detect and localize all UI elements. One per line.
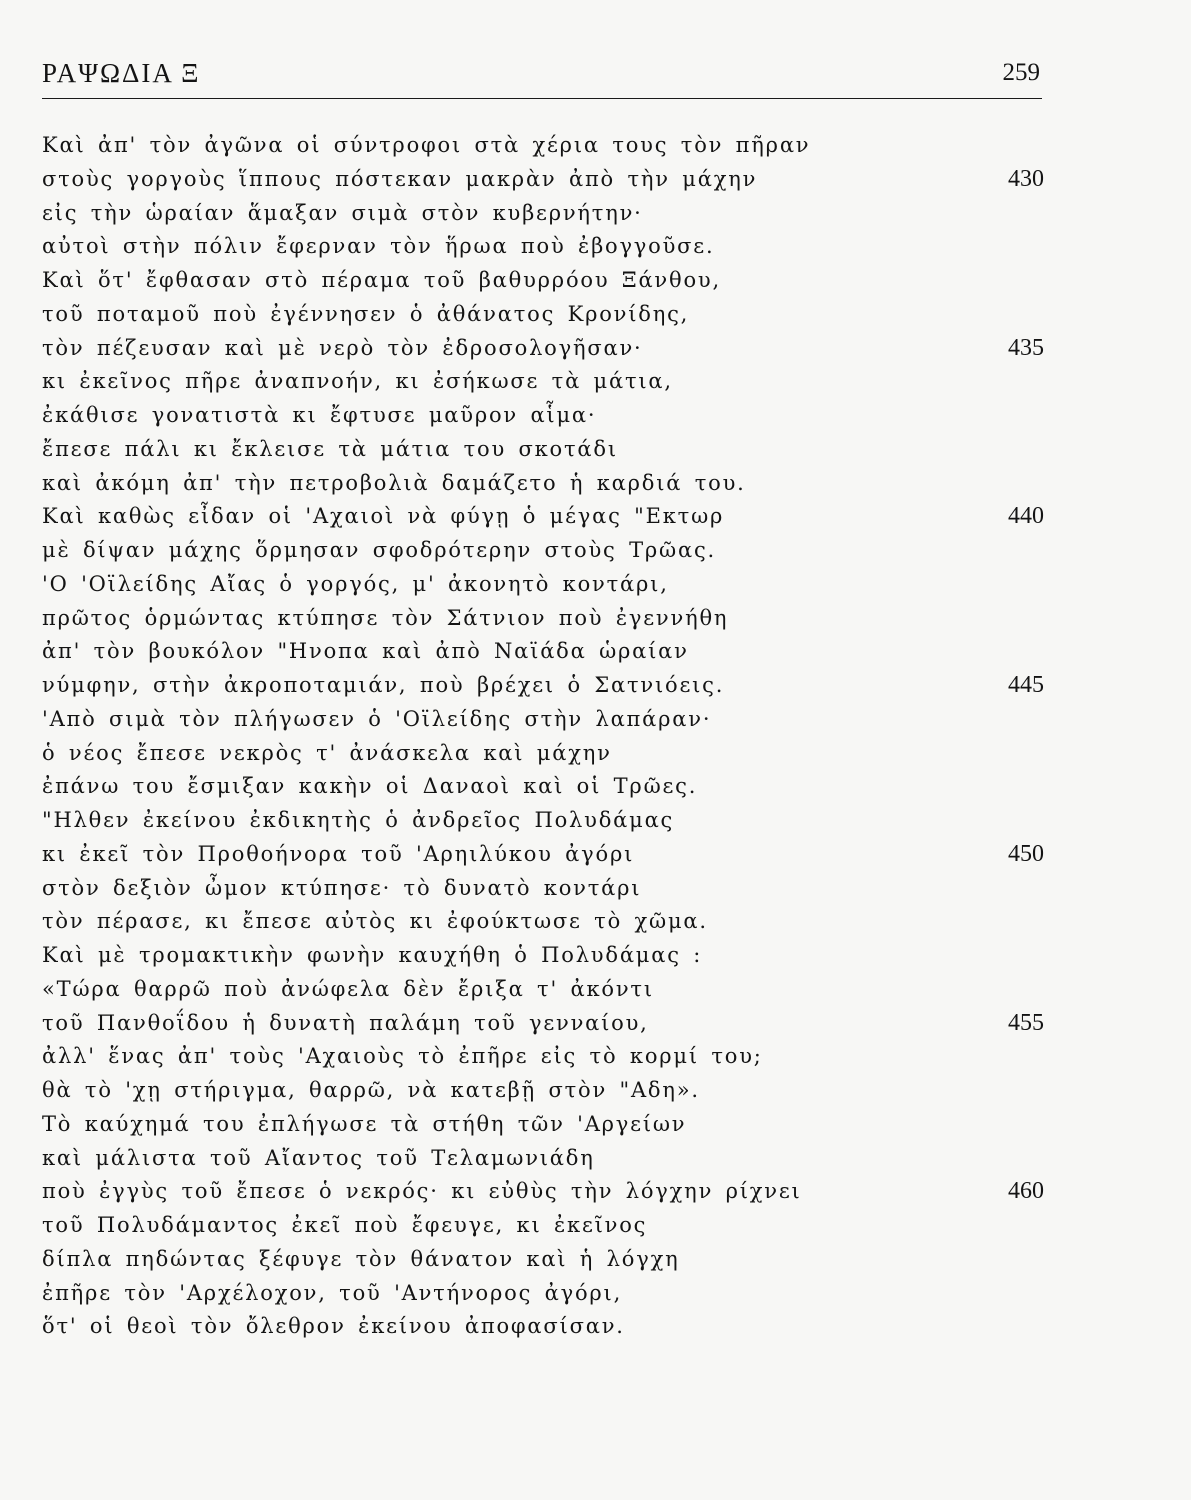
line-number: 435 <box>1008 334 1044 361</box>
verse-line <box>42 230 1044 264</box>
verse-line <box>42 804 1044 838</box>
verse-text: δίπλα πηδώντας ξέφυγε τὸν θάνατον καὶ ἡ λόγχη <box>42 1246 680 1271</box>
verse-text: Τὸ καύχημά του ἐπλήγωσε τὰ στήθη τῶν 'Αργείων <box>42 1111 687 1136</box>
verse-line <box>42 1243 1044 1277</box>
verse-text: Καὶ μὲ τρομακτικὴν φωνὴν καυχήθη ὁ Πολυδάμας : <box>42 943 703 967</box>
verse-text: ἔπεσε πάλι κι ἔκλεισε τὰ μάτια του σκοτάδι <box>42 436 618 461</box>
verse-line <box>42 838 1044 872</box>
verse-line <box>42 1074 1044 1108</box>
verse-line <box>42 467 1044 501</box>
verse-text: καὶ μάλιστα τοῦ Αἴαντος τοῦ Τελαμωνιάδη <box>42 1145 595 1170</box>
verse-line <box>42 129 1044 163</box>
verse-line <box>42 332 1044 366</box>
verse-line <box>42 1175 1044 1209</box>
verse-line <box>42 534 1044 568</box>
verse-text: «Τώρα θαρρῶ ποὺ ἀνώφελα δὲν ἔριξα τ' ἀκόντι <box>42 976 654 1001</box>
line-number: 455 <box>1008 1009 1044 1036</box>
verse-line <box>42 568 1044 602</box>
verse-line <box>42 1040 1044 1074</box>
verse-text: 'Ο 'Οϊλείδης Αἴας ὁ γοργός, μ' ἀκονητὸ κοντάρι, <box>42 571 669 596</box>
verse-line <box>42 1108 1044 1142</box>
verse-text: καὶ ἀκόμη ἀπ' τὴν πετροβολιὰ δαμάζετο ἡ καρδιά του. <box>42 470 746 495</box>
verse-line <box>42 602 1044 636</box>
running-header <box>42 58 1042 98</box>
verse-text: 'Απὸ σιμὰ τὸν πλήγωσεν ὁ 'Οϊλείδης στὴν λαπάραν· <box>42 706 712 731</box>
verse-line <box>42 1007 1044 1041</box>
verse-line <box>42 365 1044 399</box>
verse-text: πρῶτος ὁρμώντας κτύπησε τὸν Σάτνιον ποὺ ἐγεννήθη <box>42 605 729 630</box>
verse-text: τοῦ ποταμοῦ ποὺ ἐγέννησεν ὁ ἀθάνατος Κρονίδης, <box>42 301 690 326</box>
verse-line <box>42 770 1044 804</box>
verse-text: ποὺ ἐγγὺς τοῦ ἔπεσε ὁ νεκρός· κι εὐθὺς τὴν λόγχην ρίχνει <box>42 1179 802 1204</box>
verse-text: στοὺς γοργοὺς ἵππους πόστεκαν μακρὰν ἀπὸ τὴν μάχην <box>42 166 758 191</box>
verse-line <box>42 1142 1044 1176</box>
verse-text: ἀλλ' ἕνας ἀπ' τοὺς 'Αχαιοὺς τὸ ἐπῆρε εἰς τὸ κορμί του; <box>42 1044 763 1069</box>
verse-line <box>42 163 1044 197</box>
verse-line <box>42 905 1044 939</box>
verse-text: ἐπάνω του ἔσμιξαν κακὴν οἱ Δαναοὶ καὶ οἱ Τρῶες. <box>42 774 698 799</box>
verse-line <box>42 1310 1044 1344</box>
verse-text: τὸν πέζευσαν καὶ μὲ νερὸ τὸν ἐδροσολογῆσαν· <box>42 335 643 360</box>
verse-text: κι ἐκεῖ τὸν Προθοήνορα τοῦ 'Αρηιλύκου ἀγόρι <box>42 841 635 866</box>
verse-line <box>42 1277 1044 1311</box>
verse-line <box>42 433 1044 467</box>
line-number: 445 <box>1008 672 1044 698</box>
verse-line <box>42 973 1044 1007</box>
verse-text: ὅτ' οἱ θεοὶ τὸν ὄλεθρον ἐκείνου ἀποφασίσαν. <box>42 1314 625 1339</box>
verse-line <box>42 737 1044 771</box>
verse-text: στὸν δεξιὸν ὦμον κτύπησε· τὸ δυνατὸ κοντάρι <box>42 875 642 900</box>
verse-text: ἐπῆρε τὸν 'Αρχέλοχον, τοῦ 'Αντήνορος ἀγόρι, <box>42 1280 623 1305</box>
verse-line <box>42 197 1044 231</box>
verse-text: Καὶ καθὼς εἶδαν οἱ 'Αχαιοὶ νὰ φύγῃ ὁ μέγας "Εκτωρ <box>42 504 725 529</box>
verse-line <box>42 1209 1044 1243</box>
verse-text: "Ηλθεν ἐκείνου ἐκδικητὴς ὁ ἀνδρεῖος Πολυδάμας <box>42 808 675 832</box>
verse-text: εἰς τὴν ὡραίαν ἅμαξαν σιμὰ στὸν κυβερνήτην· <box>42 200 643 225</box>
verse-text: Καὶ ὅτ' ἔφθασαν στὸ πέραμα τοῦ βαθυρρόου Ξάνθου, <box>42 268 721 292</box>
verse-text: Καὶ ἀπ' τὸν ἀγῶνα οἱ σύντροφοι στὰ χέρια τους τὸν πῆραν <box>42 133 811 157</box>
verse-line <box>42 939 1044 973</box>
verse-block <box>42 129 1044 1344</box>
verse-text: μὲ δίψαν μάχης ὅρμησαν σφοδρότερην στοὺς Τρῶας. <box>42 538 716 562</box>
verse-text: τοῦ Πολυδάμαντος ἐκεῖ ποὺ ἔφευγε, κι ἐκεῖνος <box>42 1213 648 1237</box>
line-number: 440 <box>1008 503 1044 530</box>
verse-line <box>42 264 1044 298</box>
line-number: 460 <box>1008 1178 1044 1205</box>
verse-text: ἐκάθισε γονατιστὰ κι ἔφτυσε μαῦρον αἷμα· <box>42 403 597 427</box>
verse-text: ἀπ' τὸν βουκόλον "Ηνοπα καὶ ἀπὸ Ναϊάδα ὡραίαν <box>42 639 689 664</box>
verse-line <box>42 500 1044 534</box>
header-rule <box>42 98 1042 99</box>
verse-text: ὁ νέος ἔπεσε νεκρὸς τ' ἀνάσκελα καὶ μάχην <box>42 740 612 765</box>
line-number: 430 <box>1008 165 1044 192</box>
verse-text: κι ἐκεῖνος πῆρε ἀναπνοήν, κι ἐσήκωσε τὰ μάτια, <box>42 369 673 394</box>
verse-text: νύμφην, στὴν ἀκροποταμιάν, ποὺ βρέχει ὁ Σατνιόεις. <box>42 673 725 697</box>
verse-line <box>42 399 1044 433</box>
verse-line <box>42 703 1044 737</box>
verse-text: θὰ τὸ 'χῃ στήριγμα, θαρρῶ, νὰ κατεβῇ στὸν "Αδη». <box>42 1078 700 1102</box>
verse-text: τοῦ Πανθοΐδου ἡ δυνατὴ παλάμη τοῦ γενναίου, <box>42 1010 649 1035</box>
verse-text: τὸν πέρασε, κι ἔπεσε αὐτὸς κι ἐφούκτωσε τὸ χῶμα. <box>42 909 708 934</box>
page-number: 259 <box>1002 59 1040 86</box>
verse-line <box>42 872 1044 906</box>
verse-line <box>42 298 1044 332</box>
book-title: ΡΑΨΩΔΙΑ Ξ <box>42 58 201 88</box>
line-number: 450 <box>1008 840 1044 867</box>
verse-line <box>42 669 1044 703</box>
verse-text: αὐτοὶ στὴν πόλιν ἔφερναν τὸν ἥρωα ποὺ ἐβογγοῦσε. <box>42 234 715 259</box>
verse-line <box>42 635 1044 669</box>
